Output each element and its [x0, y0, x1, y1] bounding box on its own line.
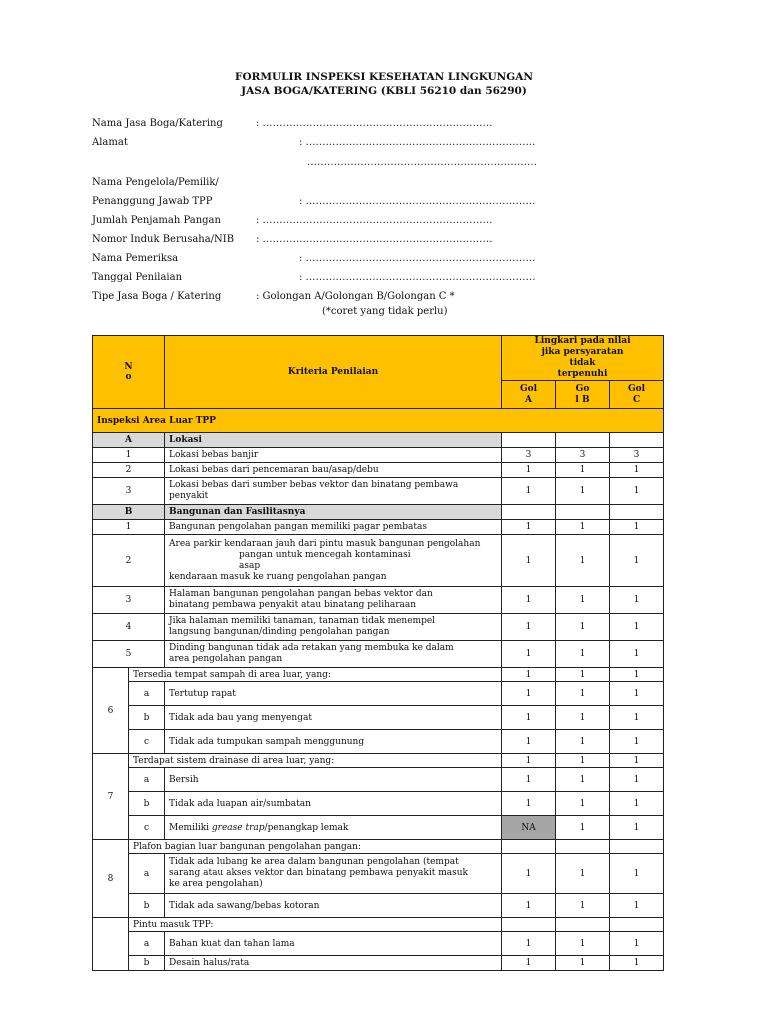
- header-kriteria: Kriteria Penilaian: [165, 336, 502, 409]
- score-cell[interactable]: 1: [556, 641, 610, 668]
- title-line-2: JASA BOGA/KATERING (KBLI 56210 dan 56290): [241, 85, 527, 97]
- score-cell[interactable]: 1: [556, 535, 610, 587]
- table-row: a Tertutup rapat 1 1 1: [93, 682, 664, 706]
- score-cell[interactable]: 1: [610, 730, 664, 754]
- section-row: [93, 409, 664, 433]
- table-row: b Desain halus/rata 1 1 1: [93, 956, 664, 971]
- table-row: 1 Bangunan pengolahan pangan memiliki pagar pembatas 1 1 1: [93, 520, 664, 535]
- document-title: [0, 70, 768, 98]
- score-cell[interactable]: 1: [610, 463, 664, 478]
- score-cell[interactable]: 1: [556, 706, 610, 730]
- table-row: 2 Area parkir kendaraan jauh dari pintu masuk bangunan pengolahan pangan untuk mencegah kontaminasi asap kendaraan masuk ke ruang pengolahan pangan 1 1 1: [93, 535, 664, 587]
- table-row: 4 Jika halaman memiliki tanaman, tanaman tidak menempel langsung bangunan/dinding pengolahan pangan 1 1 1: [93, 614, 664, 641]
- group-row-a: A Lokasi: [93, 433, 664, 448]
- score-cell[interactable]: 1: [502, 463, 556, 478]
- score-cell[interactable]: 1: [502, 768, 556, 792]
- score-cell[interactable]: 1: [556, 520, 610, 535]
- score-cell[interactable]: 1: [502, 730, 556, 754]
- score-cell[interactable]: 1: [502, 520, 556, 535]
- header-gol-a: Gol A: [502, 381, 556, 409]
- group-row-b: B Bangunan dan Fasilitasnya: [93, 505, 664, 520]
- score-cell[interactable]: 1: [610, 520, 664, 535]
- score-cell[interactable]: 1: [556, 754, 610, 768]
- score-cell[interactable]: 1: [556, 668, 610, 682]
- score-cell[interactable]: 1: [556, 768, 610, 792]
- table-row: c Tidak ada tumpukan sampah menggunung 1 1 1: [93, 730, 664, 754]
- score-cell[interactable]: 1: [610, 768, 664, 792]
- table-row: 3 Lokasi bebas dari sumber bebas vektor dan binatang pembawa penyakit 1 1 1: [93, 478, 664, 505]
- table-row: 5 Dinding bangunan tidak ada retakan yang membuka ke dalam area pengolahan pangan 1 1 1: [93, 641, 664, 668]
- table-row: b Tidak ada luapan air/sumbatan 1 1 1: [93, 792, 664, 816]
- score-cell[interactable]: 1: [610, 792, 664, 816]
- score-cell[interactable]: 3: [502, 448, 556, 463]
- score-cell[interactable]: 1: [556, 816, 610, 840]
- score-cell[interactable]: 1: [556, 956, 610, 971]
- score-cell[interactable]: 1: [502, 932, 556, 956]
- score-cell[interactable]: 1: [556, 614, 610, 641]
- table-row: 7 Terdapat sistem drainase di area luar, yang: 1 1 1: [93, 754, 664, 768]
- score-cell[interactable]: 1: [610, 956, 664, 971]
- inspection-form-page: FORMULIR INSPEKSI KESEHATAN LINGKUNGAN JASA BOGA/KATERING (KBLI 56210 dan 56290) Nama Jasa Boga/Katering : …………………………………………………………… Alamat : …………………………………………………………… …………………………………………………………… Nama Pengelola/Pemilik/ Penanggung Jawab TPP : …………………………………………………………… Jumlah Penjamah Pangan : …………………………………………………………… Nomor Induk Berusaha/NIB : …………………………………………………………… Nama Pemeriksa : …………………………………………………………… Tanggal Penilaian : …………………………………………………………… Tipe Jasa Boga / Katering : Golongan A/Golongan B/Golongan C * (*coret yang tidak perlu) N o Kriteria Penilaian Lingkari pada nilai jika persyaratan tidak terpenuhi Gol A Go l B Gol C Inspeksi Area Luar TPP A Lokasi 1 Lokasi bebas banjir 3 3 3 2 Lokasi bebas dari pencemaran bau/asap/debu 1 1 1 3 Lokasi bebas dari sumber bebas vektor dan binatang pembawa penyakit 1 1 1 B Bangunan dan Fasilitasnya 1 Bangunan pengolahan pangan memiliki pagar pembatas 1 1 1 2 Area parkir kendaraan jauh dari pintu masuk bangunan pengolahan pangan untuk mencegah kontaminasi asap kendaraan masuk ke ruang pengolahan pangan 1 1 1 3 Halaman bangunan pengolahan pangan bebas vektor dan binatang pembawa penyakit atau binatang peliharaan 1 1 1 4 Jika halaman memiliki tanaman, tanaman tidak menempel langsung bangunan/dinding pengolahan pangan 1 1 1 5 Dinding bangunan tidak ada retakan yang membuka ke dalam area pengolahan pangan 1 1 1 6 Tersedia tempat sampah di area luar, yang: 1 1 1 a Tertutup rapat 1 1 1 b Tidak ada bau yang menyengat 1 1 1 c Tidak ada tumpukan sampah menggunung 1 1 1 7 Terdapat sistem drainase di area luar, yang: 1 1 1 a Bersih 1 1 1 b Tidak ada luapan air/sumbatan 1 1 1 c Memiliki grease trap/penangkap lemak NA 1 1 8 Plafon bagian luar bangunan pengolahan pangan: a Tidak ada lubang ke area dalam bangunan pengolahan (tempat sarang atau akses vektor dan binatang pembawa penyakit masuk ke area pengolahan) 1 1 1 b Tidak ada sawang/bebas kotoran 1 1 1 Pintu masuk TPP: a Bahan kuat dan tahan lama 1 1 1 b Desain halus/rata 1 1 1: [0, 0, 768, 1024]
- score-cell[interactable]: 1: [556, 894, 610, 918]
- score-cell[interactable]: 1: [502, 956, 556, 971]
- score-cell[interactable]: 1: [610, 668, 664, 682]
- score-cell[interactable]: 1: [610, 587, 664, 614]
- score-cell[interactable]: 1: [556, 730, 610, 754]
- table-row: Pintu masuk TPP:: [93, 918, 664, 932]
- table-row: b Tidak ada bau yang menyengat 1 1 1: [93, 706, 664, 730]
- table-row: 3 Halaman bangunan pengolahan pangan bebas vektor dan binatang pembawa penyakit atau binatang peliharaan 1 1 1: [93, 587, 664, 614]
- score-cell[interactable]: 1: [556, 478, 610, 505]
- table-row: a Tidak ada lubang ke area dalam bangunan pengolahan (tempat sarang atau akses vektor dan binatang pembawa penyakit masuk ke area pengolahan) 1 1 1: [93, 854, 664, 894]
- table-row: 1 Lokasi bebas banjir 3 3 3: [93, 448, 664, 463]
- table-row: b Tidak ada sawang/bebas kotoran 1 1 1: [93, 894, 664, 918]
- section-title: Inspeksi Area Luar TPP: [93, 409, 664, 433]
- score-cell[interactable]: 1: [556, 587, 610, 614]
- score-cell[interactable]: 1: [610, 641, 664, 668]
- score-cell[interactable]: 1: [502, 668, 556, 682]
- score-cell[interactable]: 1: [502, 792, 556, 816]
- score-cell[interactable]: 1: [502, 614, 556, 641]
- score-cell[interactable]: 1: [502, 754, 556, 768]
- score-cell[interactable]: 1: [610, 894, 664, 918]
- score-cell[interactable]: 1: [610, 816, 664, 840]
- score-cell[interactable]: 1: [610, 682, 664, 706]
- score-cell[interactable]: 1: [556, 463, 610, 478]
- header-gol-c: Gol C: [610, 381, 664, 409]
- score-cell[interactable]: 1: [556, 792, 610, 816]
- score-cell[interactable]: 1: [610, 706, 664, 730]
- header-gol-b: Go l B: [556, 381, 610, 409]
- title-line-1: FORMULIR INSPEKSI KESEHATAN LINGKUNGAN: [235, 71, 533, 83]
- score-cell[interactable]: 1: [502, 706, 556, 730]
- inspection-table: [92, 335, 664, 971]
- table-row: 8 Plafon bagian luar bangunan pengolahan pangan:: [93, 840, 664, 854]
- score-cell[interactable]: 3: [556, 448, 610, 463]
- score-cell[interactable]: 1: [610, 854, 664, 894]
- score-cell[interactable]: 1: [556, 932, 610, 956]
- table-row: c Memiliki grease trap/penangkap lemak NA 1 1: [93, 816, 664, 840]
- score-cell[interactable]: 1: [556, 854, 610, 894]
- table-row: a Bersih 1 1 1: [93, 768, 664, 792]
- score-cell[interactable]: 1: [610, 478, 664, 505]
- table-row: 2 Lokasi bebas dari pencemaran bau/asap/debu 1 1 1: [93, 463, 664, 478]
- table-row: a Bahan kuat dan tahan lama 1 1 1: [93, 932, 664, 956]
- score-cell[interactable]: 1: [502, 478, 556, 505]
- score-cell[interactable]: 1: [556, 682, 610, 706]
- score-cell[interactable]: 1: [502, 587, 556, 614]
- table-row: 6 Tersedia tempat sampah di area luar, yang: 1 1 1: [93, 668, 664, 682]
- score-cell[interactable]: 1: [502, 535, 556, 587]
- score-cell[interactable]: 3: [610, 448, 664, 463]
- score-cell[interactable]: 1: [610, 614, 664, 641]
- field-note: (*coret yang tidak perlu): [322, 306, 448, 317]
- score-cell[interactable]: 1: [502, 682, 556, 706]
- header-no: N o: [93, 336, 165, 409]
- score-cell[interactable]: 1: [610, 754, 664, 768]
- score-cell[interactable]: 1: [502, 894, 556, 918]
- score-cell[interactable]: 1: [610, 932, 664, 956]
- na-cell: NA: [502, 816, 556, 840]
- table-header-row: [93, 336, 664, 381]
- header-lingkari: Lingkari pada nilai jika persyaratan tidak terpenuhi: [502, 336, 664, 381]
- score-cell[interactable]: 1: [502, 641, 556, 668]
- score-cell[interactable]: 1: [502, 854, 556, 894]
- score-cell[interactable]: 1: [610, 535, 664, 587]
